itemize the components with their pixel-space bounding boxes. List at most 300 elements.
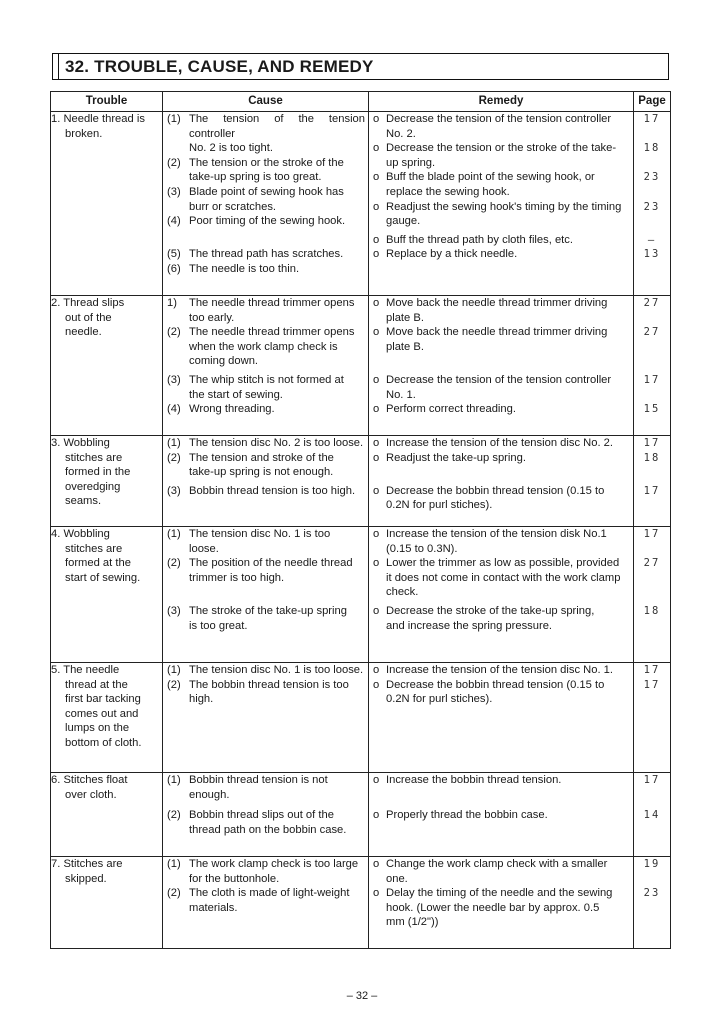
remedy-text — [386, 112, 633, 141]
cause-text — [189, 604, 368, 633]
cause-cell — [163, 296, 369, 436]
text-line: burr or scratches. — [189, 200, 277, 213]
page-ref: 23 — [643, 200, 661, 213]
cause-item — [163, 247, 368, 262]
text-line: Decrease the bobbin thread tension (0.15 to — [386, 678, 605, 691]
remedy-item — [369, 373, 633, 402]
text-line: Decrease the stroke of the take-up spring, — [386, 604, 595, 617]
remedy-text — [386, 773, 633, 802]
bullet-marker: o — [373, 233, 380, 246]
trouble-line: formed at the — [65, 557, 131, 570]
trouble-cell — [51, 663, 163, 773]
page-ref: 27 — [643, 297, 661, 309]
remedy-cell — [369, 663, 634, 773]
remedy-text — [386, 296, 633, 325]
remedy-item — [369, 325, 633, 369]
page-ref: 23 — [643, 171, 661, 184]
text-line: The tension disc No. 1 is too loose. — [189, 664, 364, 676]
text-line: Decrease the tension or the stroke of the take- — [386, 142, 617, 155]
trouble-line: broken. — [65, 127, 103, 140]
title-accent-bar — [53, 54, 59, 79]
trouble-line: lumps on the — [65, 722, 130, 735]
item-number: (1) — [167, 528, 181, 540]
trouble-line: formed in the — [65, 466, 131, 479]
bullet-marker: o — [373, 664, 380, 676]
remedy-cell — [369, 527, 634, 663]
text-line: Decrease the tension of the tension controller — [386, 113, 612, 125]
cause-text — [189, 296, 368, 325]
trouble-line: 4. Wobbling — [51, 528, 110, 540]
remedy-text — [386, 678, 633, 707]
text-line: when the work clamp check is — [189, 340, 338, 353]
cause-item — [163, 604, 368, 633]
text-line: Readjust the take-up spring. — [386, 451, 526, 464]
text-line: The tension disc No. 1 is too — [189, 528, 331, 540]
cause-item — [163, 214, 368, 243]
remedy-item — [369, 678, 633, 707]
page-cell — [634, 663, 671, 773]
bullet-marker: o — [373, 528, 380, 540]
bullet-marker: o — [373, 451, 380, 464]
text-line: trimmer is too high. — [189, 571, 285, 584]
text-line: take-up spring is too great. — [189, 171, 322, 184]
trouble-line: skipped. — [65, 872, 107, 885]
cause-text — [189, 451, 368, 480]
text-line: The cloth is made of light-weight — [189, 887, 350, 900]
item-number: (1) — [167, 664, 181, 676]
remedy-item — [369, 527, 633, 556]
bullet-marker: o — [373, 557, 380, 570]
item-number: (1) — [167, 858, 181, 870]
cause-text — [189, 373, 368, 402]
remedy-item — [369, 247, 633, 262]
text-line: for the buttonhole. — [189, 872, 280, 885]
cause-text — [189, 556, 368, 600]
trouble-line: stitches are — [65, 542, 123, 555]
header-trouble: Trouble — [51, 92, 163, 112]
cause-text — [189, 262, 368, 277]
text-line: mm (1/2")) — [386, 916, 439, 929]
text-line: Replace by a thick needle. — [386, 248, 518, 261]
remedy-item — [369, 556, 633, 600]
cause-item — [163, 886, 368, 930]
remedy-item — [369, 857, 633, 886]
text-line: No. 2. — [386, 127, 416, 140]
page-ref: 15 — [643, 403, 661, 416]
text-line: (0.15 to 0.3N). — [386, 542, 458, 555]
remedy-item — [369, 402, 633, 417]
page-ref: 17 — [643, 484, 661, 497]
item-number: (1) — [167, 774, 181, 786]
page-ref: 17 — [643, 373, 661, 386]
text-line: coming down. — [189, 355, 259, 368]
remedy-text — [386, 857, 633, 886]
table-row — [51, 296, 671, 436]
trouble-line: 1. Needle thread is — [51, 113, 145, 125]
cause-item — [163, 112, 368, 156]
item-number: (5) — [167, 248, 181, 261]
remedy-cell — [369, 112, 634, 296]
text-line: The needle thread trimmer opens — [189, 326, 355, 339]
text-line: Decrease the tension of the tension controller — [386, 373, 612, 386]
remedy-text — [386, 808, 633, 837]
page-ref: 18 — [643, 451, 661, 464]
text-line: Poor timing of the sewing hook. — [189, 215, 346, 228]
remedy-text — [386, 200, 633, 229]
page-ref: 27 — [643, 326, 661, 339]
bullet-marker: o — [373, 113, 380, 125]
text-line: Move back the needle thread trimmer driving — [386, 297, 608, 309]
trouble-line: comes out and — [65, 707, 139, 720]
cause-item — [163, 857, 368, 886]
text-line: Wrong threading. — [189, 403, 275, 416]
trouble-cell — [51, 773, 163, 857]
item-number: (3) — [167, 185, 181, 198]
item-number: (6) — [167, 262, 181, 275]
page-ref: 17 — [643, 774, 661, 786]
cause-item — [163, 556, 368, 600]
trouble-line: 7. Stitches are — [51, 858, 123, 870]
trouble-line: out of the — [65, 311, 112, 324]
trouble-cell — [51, 527, 163, 663]
text-line: take-up spring is not enough. — [189, 466, 334, 479]
trouble-line: over cloth. — [65, 788, 117, 801]
cause-text — [189, 886, 368, 930]
remedy-cell — [369, 296, 634, 436]
text-line: Perform correct threading. — [386, 403, 516, 416]
page-ref: 23 — [643, 887, 661, 900]
page-number: – 32 – — [346, 990, 378, 1002]
page-cell — [634, 857, 671, 949]
trouble-line: bottom of cloth. — [65, 736, 142, 749]
cause-text — [189, 325, 368, 369]
item-number: (3) — [167, 604, 181, 617]
page-ref: — — [647, 233, 657, 246]
text-line: check. — [386, 586, 419, 599]
text-line: The stroke of the take-up spring — [189, 604, 347, 617]
cause-text — [189, 484, 368, 513]
text-line: Bobbin thread tension is too high. — [189, 484, 356, 497]
item-number: (1) — [167, 113, 181, 125]
remedy-text — [386, 170, 633, 199]
text-line: The tension and stroke of the — [189, 451, 334, 464]
remedy-item — [369, 773, 633, 802]
item-number: (4) — [167, 403, 181, 416]
header-page: Page — [634, 92, 671, 112]
text-line: Properly thread the bobbin case. — [386, 809, 548, 822]
item-number: (2) — [167, 326, 181, 339]
remedy-text — [386, 141, 633, 170]
trouble-line: start of sewing. — [65, 571, 141, 584]
cause-item — [163, 296, 368, 325]
cause-text — [189, 678, 368, 707]
page-ref: 18 — [643, 604, 661, 617]
text-line: Increase the tension of the tension disc No. 1. — [386, 664, 613, 676]
bullet-marker: o — [373, 604, 380, 617]
remedy-item — [369, 604, 633, 633]
cause-item — [163, 325, 368, 369]
text-line: Change the work clamp check with a smaller — [386, 858, 608, 870]
remedy-text — [386, 247, 633, 262]
remedy-item — [369, 233, 633, 248]
remedy-item — [369, 200, 633, 229]
text-line: one. — [386, 872, 408, 885]
cause-cell — [163, 663, 369, 773]
table-row — [51, 527, 671, 663]
item-number: (2) — [167, 809, 181, 822]
cause-item — [163, 451, 368, 480]
page-ref: 17 — [643, 664, 661, 676]
item-number: (2) — [167, 451, 181, 464]
remedy-text — [386, 663, 633, 678]
text-line: The tension of the tension controller — [189, 113, 365, 140]
table-row — [51, 436, 671, 527]
cause-item — [163, 808, 368, 837]
remedy-cell — [369, 857, 634, 949]
page-cell — [634, 527, 671, 663]
trouble-line: stitches are — [65, 451, 123, 464]
text-line: the start of sewing. — [189, 388, 283, 401]
page-cell — [634, 296, 671, 436]
bullet-marker: o — [373, 809, 380, 822]
text-line: Blade point of sewing hook has — [189, 185, 344, 198]
cause-item — [163, 678, 368, 707]
cause-item — [163, 436, 368, 451]
page-ref: 17 — [643, 437, 661, 449]
remedy-text — [386, 451, 633, 480]
text-line: The work clamp check is too large — [189, 858, 359, 870]
remedy-text — [386, 436, 633, 451]
remedy-text — [386, 527, 633, 556]
cause-text — [189, 663, 368, 678]
bullet-marker: o — [373, 142, 380, 155]
cause-text — [189, 773, 368, 802]
section-title-box — [52, 53, 669, 80]
trouble-cell — [51, 857, 163, 949]
text-line: Increase the tension of the tension disk No.1 — [386, 528, 607, 540]
text-line: The needle is too thin. — [189, 262, 300, 275]
bullet-marker: o — [373, 248, 380, 261]
remedy-text — [386, 402, 633, 417]
trouble-line: 2. Thread slips — [51, 297, 125, 309]
trouble-cell — [51, 112, 163, 296]
text-line: The position of the needle thread — [189, 557, 353, 570]
remedy-item — [369, 808, 633, 837]
cause-text — [189, 857, 368, 886]
cause-item — [163, 402, 368, 417]
item-number: (2) — [167, 557, 181, 570]
page-title: 32. TROUBLE, CAUSE, AND REMEDY — [65, 57, 374, 76]
text-line: Decrease the bobbin thread tension (0.15 to — [386, 484, 605, 497]
bullet-marker: o — [373, 326, 380, 339]
trouble-line: 3. Wobbling — [51, 437, 110, 449]
text-line: Bobbin thread slips out of the — [189, 809, 334, 822]
remedy-text — [386, 484, 633, 513]
text-line: plate B. — [386, 340, 424, 353]
text-line: materials. — [189, 901, 238, 914]
cause-text — [189, 112, 368, 156]
remedy-cell — [369, 436, 634, 527]
text-line: loose. — [189, 542, 219, 555]
page-ref: 17 — [643, 528, 661, 540]
remedy-item — [369, 451, 633, 480]
bullet-marker: o — [373, 403, 380, 416]
trouble-line: thread at the — [65, 678, 128, 691]
table-row — [51, 112, 671, 296]
text-line: up spring. — [386, 156, 436, 169]
remedy-item — [369, 141, 633, 170]
remedy-item — [369, 170, 633, 199]
item-number: (2) — [167, 678, 181, 691]
bullet-marker: o — [373, 774, 380, 786]
text-line: enough. — [189, 788, 230, 801]
page-ref: 18 — [643, 142, 661, 155]
remedy-item — [369, 296, 633, 325]
cause-item — [163, 484, 368, 513]
text-line: The thread path has scratches. — [189, 248, 344, 261]
page-ref: 17 — [643, 678, 661, 691]
text-line: it does not come in contact with the work clamp — [386, 571, 621, 584]
text-line: Buff the blade point of the sewing hook, or — [386, 171, 595, 184]
bullet-marker: o — [373, 437, 380, 449]
page-cell — [634, 436, 671, 527]
trouble-line: 6. Stitches float — [51, 774, 128, 786]
table-row — [51, 773, 671, 857]
item-number: 1) — [167, 297, 177, 309]
trouble-line: overedging — [65, 480, 121, 493]
text-line: The needle thread trimmer opens — [189, 297, 355, 309]
cause-item — [163, 156, 368, 185]
bullet-marker: o — [373, 373, 380, 386]
cause-text — [189, 436, 368, 451]
cause-item — [163, 773, 368, 802]
table-row — [51, 663, 671, 773]
text-line: hook. (Lower the needle bar by approx. 0.5 — [386, 901, 600, 914]
cause-item — [163, 262, 368, 277]
text-line: plate B. — [386, 311, 424, 324]
item-number: (4) — [167, 215, 181, 228]
text-line: 0.2N for purl stiches). — [386, 499, 493, 512]
text-line: Move back the needle thread trimmer driving — [386, 326, 608, 339]
table-header-row — [51, 92, 671, 112]
page-cell — [634, 112, 671, 296]
text-line: The whip stitch is not formed at — [189, 373, 344, 386]
remedy-text — [386, 373, 633, 402]
trouble-line: needle. — [65, 326, 102, 339]
bullet-marker: o — [373, 858, 380, 870]
bullet-marker: o — [373, 484, 380, 497]
header-cause: Cause — [163, 92, 369, 112]
text-line: too early. — [189, 311, 235, 324]
cause-item — [163, 185, 368, 214]
trouble-line: 5. The needle — [51, 664, 120, 676]
trouble-cell — [51, 436, 163, 527]
table-row — [51, 857, 671, 949]
text-line: Readjust the sewing hook's timing by the timing — [386, 200, 622, 213]
text-line: Delay the timing of the needle and the sewing — [386, 887, 613, 900]
cause-text — [189, 214, 368, 243]
text-line: and increase the spring pressure. — [386, 619, 553, 632]
bullet-marker: o — [373, 171, 380, 184]
trouble-line: first bar tacking — [65, 693, 141, 706]
remedy-cell — [369, 773, 634, 857]
page-ref: 17 — [643, 113, 661, 125]
text-line: The tension or the stroke of the — [189, 156, 344, 169]
trouble-line: seams. — [65, 495, 102, 508]
cause-item — [163, 663, 368, 678]
cause-text — [189, 185, 368, 214]
text-line: high. — [189, 693, 214, 706]
remedy-text — [386, 556, 633, 600]
item-number: (3) — [167, 373, 181, 386]
item-number: (3) — [167, 484, 181, 497]
cause-text — [189, 527, 368, 556]
remedy-item — [369, 112, 633, 141]
page-ref: 13 — [643, 248, 661, 261]
text-line: Lower the trimmer as low as possible, provided — [386, 557, 620, 570]
item-number: (2) — [167, 887, 181, 900]
remedy-item — [369, 484, 633, 513]
bullet-marker: o — [373, 297, 380, 309]
text-line: replace the sewing hook. — [386, 185, 510, 198]
item-number: (2) — [167, 156, 181, 169]
cause-item — [163, 527, 368, 556]
cause-text — [189, 808, 368, 837]
text-line: Increase the bobbin thread tension. — [386, 774, 562, 786]
remedy-text — [386, 233, 633, 248]
page-ref: 14 — [643, 809, 661, 822]
text-line: Increase the tension of the tension disc No. 2. — [386, 437, 613, 449]
page-cell — [634, 773, 671, 857]
trouble-cell — [51, 296, 163, 436]
cause-text — [189, 156, 368, 185]
text-line: is too great. — [189, 619, 248, 632]
text-line: Bobbin thread tension is not — [189, 774, 328, 786]
cause-text — [189, 247, 368, 262]
text-line: The bobbin thread tension is too — [189, 678, 349, 691]
cause-cell — [163, 436, 369, 527]
text-line: gauge. — [386, 215, 421, 228]
cause-item — [163, 373, 368, 402]
cause-cell — [163, 773, 369, 857]
cause-cell — [163, 527, 369, 663]
text-line: 0.2N for purl stiches). — [386, 693, 493, 706]
trouble-table — [50, 91, 671, 949]
remedy-item — [369, 436, 633, 451]
remedy-text — [386, 604, 633, 633]
text-line: Buff the thread path by cloth files, etc. — [386, 233, 573, 246]
page-ref: 27 — [643, 557, 661, 570]
remedy-item — [369, 663, 633, 678]
bullet-marker: o — [373, 200, 380, 213]
remedy-text — [386, 886, 633, 930]
text-line: No. 1. — [386, 388, 416, 401]
text-line: No. 2 is too tight. — [189, 142, 273, 155]
header-remedy: Remedy — [369, 92, 634, 112]
bullet-marker: o — [373, 887, 380, 900]
remedy-text — [386, 325, 633, 369]
text-line: The tension disc No. 2 is too loose. — [189, 437, 364, 449]
cause-text — [189, 402, 368, 417]
page-ref: 19 — [643, 858, 661, 870]
table-body — [51, 112, 671, 949]
remedy-item — [369, 886, 633, 930]
bullet-marker: o — [373, 678, 380, 691]
text-line: thread path on the bobbin case. — [189, 823, 347, 836]
cause-cell — [163, 112, 369, 296]
cause-cell — [163, 857, 369, 949]
item-number: (1) — [167, 437, 181, 449]
